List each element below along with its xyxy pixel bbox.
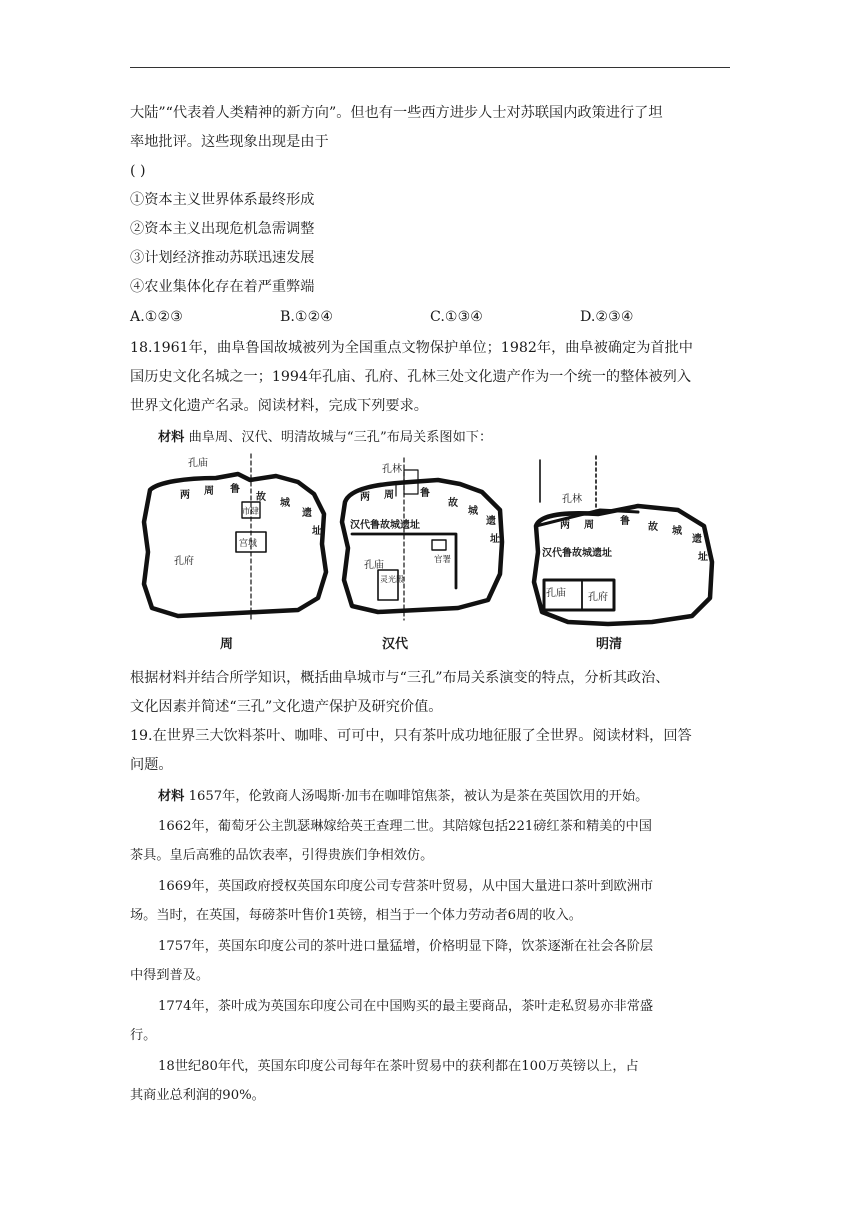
han-kongmiao-label: 孔庙 xyxy=(364,560,384,571)
han-wall-char-1: 两 xyxy=(360,492,370,503)
ming-wall-char-6: 遗 xyxy=(692,534,702,545)
han-caption: 汉代 xyxy=(382,637,409,652)
q17-option-b: B.①②④ xyxy=(280,309,334,325)
han-linggong-label: 灵光殿 xyxy=(380,575,404,584)
q19-line-2: 问题。 xyxy=(130,757,173,773)
header-rule xyxy=(130,67,730,68)
q19-paragraph-4-line-1: 1757年，英国东印度公司的茶叶进口量猛增，价格明显下降，饮茶逐渐在社会各阶层 xyxy=(158,939,654,954)
q17-option-a: A.①②③ xyxy=(130,309,183,325)
q19-paragraph-2-line-1: 1662年，葡萄牙公主凯瑟琳嫁给英王查理二世。其陪嫁包括221磅红茶和精美的中国 xyxy=(158,819,652,834)
zhou-shisi-label: 市肆 xyxy=(242,507,260,517)
ming-wall-char-7: 址 xyxy=(698,552,708,563)
ming-wall-char-2: 周 xyxy=(584,520,594,531)
han-wall-char-5: 城 xyxy=(468,506,478,517)
q17-item-3: ③计划经济推动苏联迅速发展 xyxy=(130,250,315,266)
q17-item-4: ④农业集体化存在着严重弊端 xyxy=(130,279,315,295)
zhou-wall-char-3: 鲁 xyxy=(230,484,240,495)
ming-konglin-label: 孔林 xyxy=(562,494,582,505)
qufu-layout-maps xyxy=(138,452,728,660)
ming-han-wall-label: 汉代鲁故城遗址 xyxy=(542,548,612,559)
zhou-wall-char-6: 遗 xyxy=(302,508,312,519)
q17-answer-bracket: ( ) xyxy=(130,163,146,179)
q18-material-text: 曲阜周、汉代、明清故城与“三孔”布局关系图如下： xyxy=(188,430,493,445)
q18-question-line-1: 根据材料并结合所学知识，概括曲阜城市与“三孔”布局关系演变的特点，分析其政治、 xyxy=(130,670,670,686)
q19-paragraph-4-line-2: 中得到普及。 xyxy=(130,968,210,983)
q19-paragraph-5-line-2: 行。 xyxy=(130,1028,157,1043)
q18-line-1: 18.1961年，曲阜鲁国故城被列为全国重点文物保护单位；1982年，曲阜被确定为首批中 xyxy=(130,340,693,356)
ming-kongfu-label: 孔府 xyxy=(588,592,608,603)
q19-line-1: 19.在世界三大饮料茶叶、咖啡、可可中，只有茶叶成功地征服了全世界。阅读材料，回答 xyxy=(130,728,692,744)
q19-material-label: 材料 xyxy=(158,789,185,804)
ming-caption: 明清 xyxy=(596,637,623,652)
han-guanshu-label: 官署 xyxy=(434,555,452,565)
q17-option-d: D.②③④ xyxy=(580,309,634,325)
q17-line-2: 率地批评。这些现象出现是由于 xyxy=(130,134,329,150)
zhou-wall-char-7: 址 xyxy=(312,526,322,537)
ming-wall-char-3: 鲁 xyxy=(620,516,630,527)
zhou-gongcheng-label: 宫城 xyxy=(239,539,258,549)
han-wall-char-2: 周 xyxy=(384,490,394,501)
q19-paragraph-6-line-1: 18世纪80年代，英国东印度公司每年在茶叶贸易中的获利都在100万英镑以上，占 xyxy=(158,1059,639,1074)
zhou-wall-char-5: 城 xyxy=(280,498,290,509)
q19-paragraph-6-line-2: 其商业总利润的90%。 xyxy=(130,1088,265,1103)
han-konglin-label: 孔林 xyxy=(382,464,402,475)
han-wall-char-6: 遗 xyxy=(486,516,496,527)
han-han-wall-label: 汉代鲁故城遗址 xyxy=(350,520,420,531)
q18-material-label: 材料 xyxy=(158,430,185,445)
ming-wall-char-1: 两 xyxy=(560,520,570,531)
han-wall-char-3: 鲁 xyxy=(420,488,430,499)
q19-paragraph-1-text: 1657年，伦敦商人汤喝斯·加韦在咖啡馆焦茶，被认为是茶在英国饮用的开始。 xyxy=(188,789,649,804)
q18-question-line-2: 文化因素并简述“三孔”文化遗产保护及研究价值。 xyxy=(130,699,443,715)
zhou-caption: 周 xyxy=(220,637,234,652)
q18-line-3: 世界文化遗产名录。阅读材料，完成下列要求。 xyxy=(130,398,428,414)
q17-item-2: ②资本主义出现危机急需调整 xyxy=(130,221,315,237)
q18-line-2: 国历史文化名城之一；1994年孔庙、孔府、孔林三处文化遗产作为一个统一的整体被列入 xyxy=(130,369,692,385)
q19-paragraph-3-line-1: 1669年，英国政府授权英国东印度公司专营茶叶贸易，从中国大量进口茶叶到欧洲市 xyxy=(158,879,654,894)
ming-wall-char-5: 城 xyxy=(672,526,682,537)
q19-paragraph-1 xyxy=(158,785,758,808)
han-wall-char-7: 址 xyxy=(490,534,500,545)
q18-material-intro xyxy=(158,426,758,449)
q17-item-1: ①资本主义世界体系最终形成 xyxy=(130,192,315,208)
zhou-kongmiao-label: 孔庙 xyxy=(188,458,208,469)
q17-option-c: C.①③④ xyxy=(430,309,484,325)
han-wall-char-4: 故 xyxy=(448,498,458,509)
q19-paragraph-2-line-2: 茶具。皇后高雅的品饮表率，引得贵族们争相效仿。 xyxy=(130,848,434,863)
zhou-wall-char-4: 故 xyxy=(256,492,266,503)
ming-kongmiao-label: 孔庙 xyxy=(546,588,566,599)
q19-paragraph-3-line-2: 场。当时，在英国，每磅茶叶售价1英镑，相当于一个体力劳动者6周的收入。 xyxy=(130,908,582,923)
zhou-wall-char-1: 两 xyxy=(180,490,190,501)
zhou-kongfu-label: 孔府 xyxy=(174,556,194,567)
q17-line-1: 大陆”“代表着人类精神的新方向”。但也有一些西方进步人士对苏联国内政策进行了坦 xyxy=(130,105,663,121)
ming-wall-char-4: 故 xyxy=(648,522,658,533)
q19-paragraph-5-line-1: 1774年，茶叶成为英国东印度公司在中国购买的最主要商品，茶叶走私贸易亦非常盛 xyxy=(158,999,654,1014)
zhou-wall-char-2: 周 xyxy=(204,486,214,497)
